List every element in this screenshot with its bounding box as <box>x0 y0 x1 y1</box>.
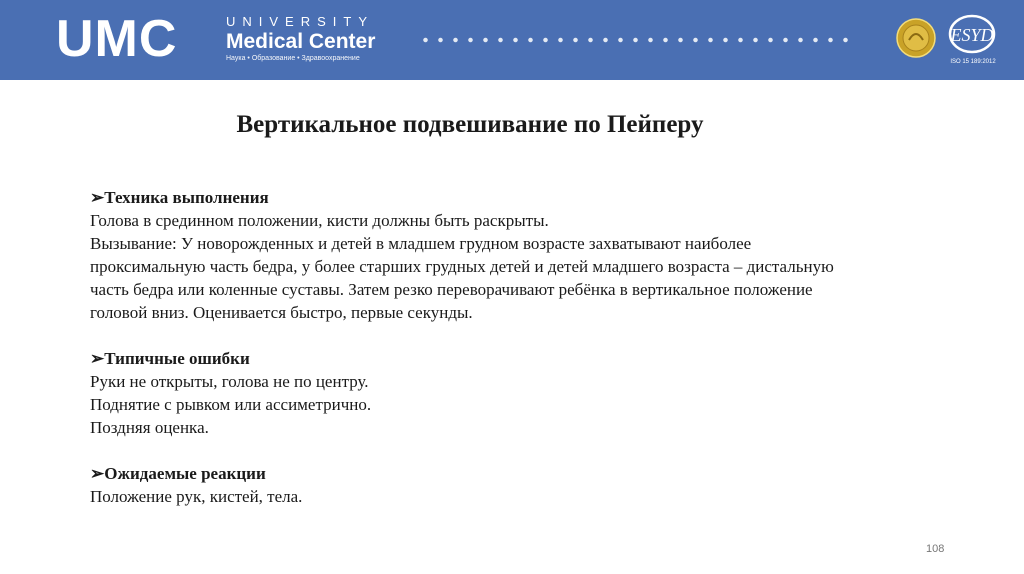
slide-content <box>90 186 950 531</box>
text-line: Голова в срединном положении, кисти должны быть раскрыты. <box>90 211 549 230</box>
text-line: головой вниз. Оценивается быстро, первые секунды. <box>90 303 473 322</box>
gold-seal-icon <box>896 18 936 58</box>
text-line: Положение рук, кистей, тела. <box>90 487 303 506</box>
page-number: 108 <box>926 543 945 555</box>
section-heading: ➢Ожидаемые реакции <box>90 464 266 483</box>
bullet-arrow-icon: ➢ <box>90 188 105 207</box>
logo-tagline: Наука • Образование • Здравоохранение <box>226 55 360 62</box>
svg-text:ЕSYD: ЕSYD <box>950 25 994 45</box>
section-technique <box>90 186 950 324</box>
text-line: часть бедра или коленные суставы. Затем резко переворачивают ребёнка в вертикальное положение <box>90 280 813 299</box>
text-line: Поднятие с рывком или ассиметрично. <box>90 395 372 414</box>
iso-caption: ISO 15 189:2012 <box>950 59 996 65</box>
decorative-dots <box>418 36 858 44</box>
bullet-arrow-icon: ➢ <box>90 464 105 483</box>
section-expected-reactions <box>90 462 950 508</box>
slide-title: Вертикальное подвешивание по Пейперу <box>236 111 704 138</box>
section-heading: ➢Типичные ошибки <box>90 349 250 368</box>
section-heading: ➢Техника выполнения <box>90 188 269 207</box>
umc-logo: UMC <box>56 10 178 68</box>
section-typical-errors <box>90 347 950 439</box>
logo-university-text: UNIVERSITY <box>226 14 375 29</box>
logo-text-block <box>226 14 375 64</box>
text-line: проксимальную часть бедра, у более старших грудных детей и детей младшего возраста – дистальную <box>90 257 834 276</box>
bullet-arrow-icon: ➢ <box>90 349 105 368</box>
text-line: Вызывание: У новорожденных и детей в младшем грудном возрасте захватывают наиболее <box>90 234 752 253</box>
logo-medical-center-text: Medical Center <box>226 30 376 53</box>
text-line: Поздняя оценка. <box>90 418 209 437</box>
text-line: Руки не открыты, голова не по центру. <box>90 372 369 391</box>
header-bar <box>0 0 1024 80</box>
